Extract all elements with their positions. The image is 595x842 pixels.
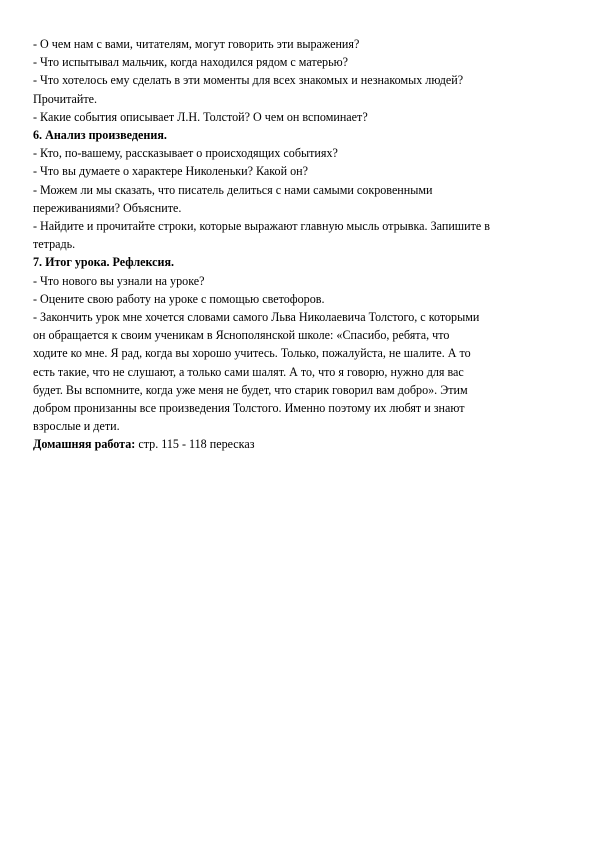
homework-line	[33, 435, 563, 453]
question-line: - О чем нам с вами, читателям, могут говорить эти выражения?	[33, 37, 360, 51]
question-line: - Можем ли мы сказать, что писатель делиться с нами самыми сокровенными	[33, 182, 433, 197]
question-line: - Что нового вы узнали на уроке?	[33, 273, 205, 288]
section-heading: 6. Анализ произведения.	[33, 128, 167, 143]
question-line: - Найдите и прочитайте строки, которые выражают главную мысль отрывка. Запишите в	[33, 219, 490, 234]
text-line: тетрадь.	[33, 237, 76, 252]
text-line: ходите ко мне. Я рад, когда вы хорошо учитесь. Только, пожалуйста, не шалите. А то	[33, 346, 471, 361]
question-line: - Какие события описывает Л.Н. Толстой? О чем он вспоминает?	[33, 109, 368, 124]
question-line: - Что хотелось ему сделать в эти моменты для всех знакомых и незнакомых людей?	[33, 73, 464, 88]
question-line: - Оцените свою работу на уроке с помощью светофоров.	[33, 291, 325, 306]
text-line: взрослые и дети.	[33, 419, 120, 434]
homework-text: стр. 115 - 118 пересказ	[135, 437, 255, 452]
text-line: переживаниями? Объясните.	[33, 200, 182, 215]
text-line: добром пронизанны все произведения Толстого. Именно поэтому их любят и знают	[33, 401, 465, 416]
text-line: будет. Вы вспомните, когда уже меня не будет, что старик говорил вам добро». Этим	[33, 382, 468, 397]
section-heading: 7. Итог урока. Рефлексия.	[33, 255, 175, 270]
question-line: - Что испытывал мальчик, когда находился рядом с матерью?	[33, 55, 349, 70]
homework-label: Домашняя работа:	[33, 437, 136, 452]
text-line: - Закончить урок мне хочется словами самого Льва Николаевича Толстого, с которыми	[33, 310, 480, 325]
text-line: Прочитайте.	[33, 91, 98, 106]
text-line: он обращается к своим ученикам в Яснополянской школе: «Спасибо, ребята, что	[33, 328, 450, 343]
question-line: - Что вы думаете о характере Николеньки? Какой он?	[33, 164, 308, 179]
document-page	[33, 35, 563, 454]
question-line: - Кто, по-вашему, рассказывает о происходящих событиях?	[33, 146, 338, 161]
text-line: есть такие, что не слушают, а только сами шалят. А то, что я говорю, нужно для вас	[33, 364, 464, 379]
